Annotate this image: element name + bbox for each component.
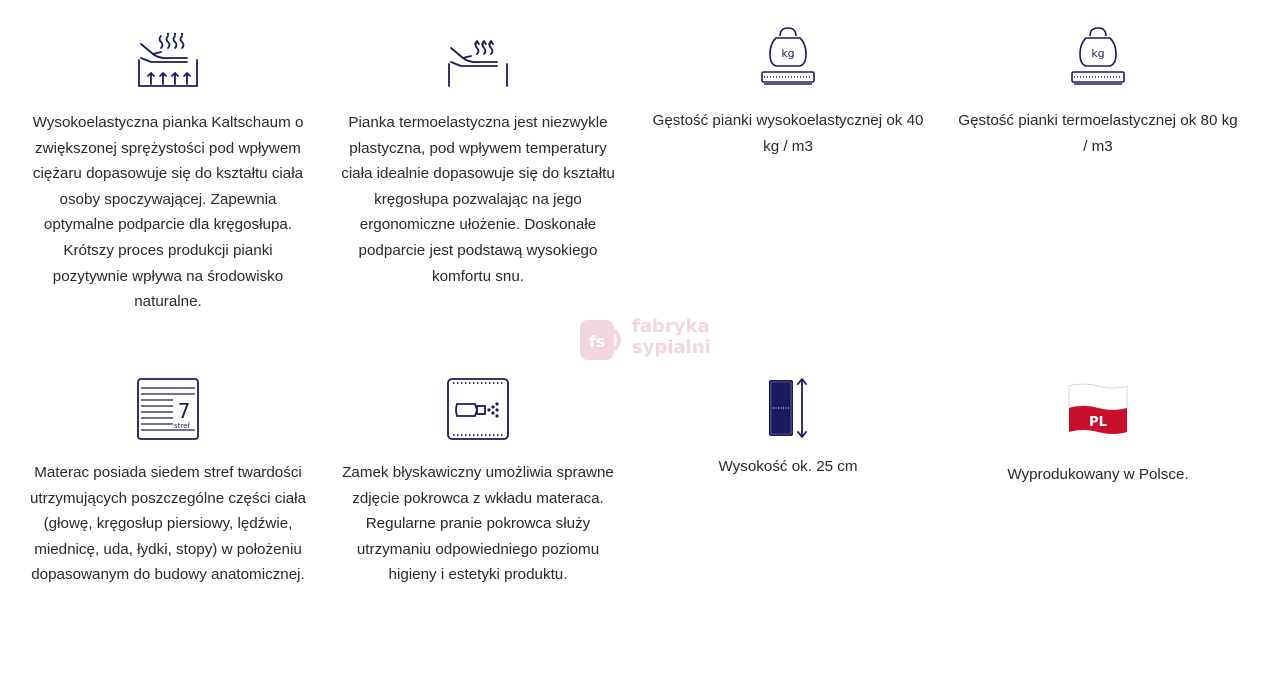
feature-description: Pianka termoelastyczna jest niezwykle plastyczna, pod wpływem temperatury ciała idealnie dopasowuje się do kształtu kręgosłupa pozwalając na jego ergonomiczne ułożenie. Doskonałe podparcie jest podstawą wysokiego komfortu snu. (341, 114, 615, 285)
feature-description: Wysokość ok. 25 cm (718, 458, 858, 475)
seven-zones-icon (137, 378, 199, 440)
poland-flag-icon (1067, 382, 1129, 436)
fs-logo-icon (578, 316, 626, 364)
svg-text:fs: fs (588, 332, 606, 351)
feature-description: Gęstość pianki termoelastycznej ok 80 kg / m3 (958, 112, 1238, 155)
feature-thermo-foam (338, 38, 618, 289)
kg-weight-icon (760, 26, 816, 88)
feature-description: Materac posiada siedem stref twardości utrzymujących poszczególne części ciała (głowę, kręgosłup piersiowy, lędźwie, miednicę, uda, łydki, stopy) w położeniu dopasowanym do budowy anatomicznej. (29, 464, 307, 584)
feature-description: Gęstość pianki wysokoelastycznej ok 40 kg / m3 (652, 112, 924, 155)
svg-text:PL: PL (1089, 415, 1107, 430)
feature-seven-zones (28, 378, 308, 588)
hand-heat-icon (447, 38, 509, 88)
feature-description: Zamek błyskawiczny umożliwia sprawne zdjęcie pokrowca z wkładu materaca. Regularne pranie pokrowca służy utrzymaniu odpowiedniego poziomu higieny i estetyki produktu. (342, 464, 614, 584)
feature-zipper (338, 378, 618, 588)
feature-description: Wysokoelastyczna pianka Kaltschaum o zwiększonej sprężystości pod wpływem ciężaru dopasowuje się do kształtu ciała osoby spoczywającej. Zapewnia optymalne podparcie dla kręgosłupa. Krótszy proces produkcji pianki pozytywnie wpływa na środowisko naturalne. (32, 114, 304, 311)
feature-hr-density (648, 26, 928, 159)
zipper-icon (447, 378, 509, 440)
feature-description: Wyprodukowany w Polsce. (1007, 466, 1189, 483)
feature-hr-foam (28, 28, 308, 315)
watermark-line1: fabryka (632, 316, 710, 337)
feature-thermo-density (958, 26, 1238, 159)
hand-springs-icon (137, 28, 199, 88)
feature-made-in-poland (958, 382, 1238, 488)
svg-text:kg: kg (1091, 47, 1105, 60)
svg-text:kg: kg (781, 47, 795, 60)
mattress-height-icon (765, 376, 811, 440)
kg-weight-icon (1070, 26, 1126, 88)
svg-text:7: 7 (177, 399, 191, 423)
watermark-line2: sypialni (632, 337, 711, 358)
feature-height (648, 376, 928, 480)
watermark-logo (578, 316, 718, 364)
svg-text:stref: stref (174, 422, 190, 430)
